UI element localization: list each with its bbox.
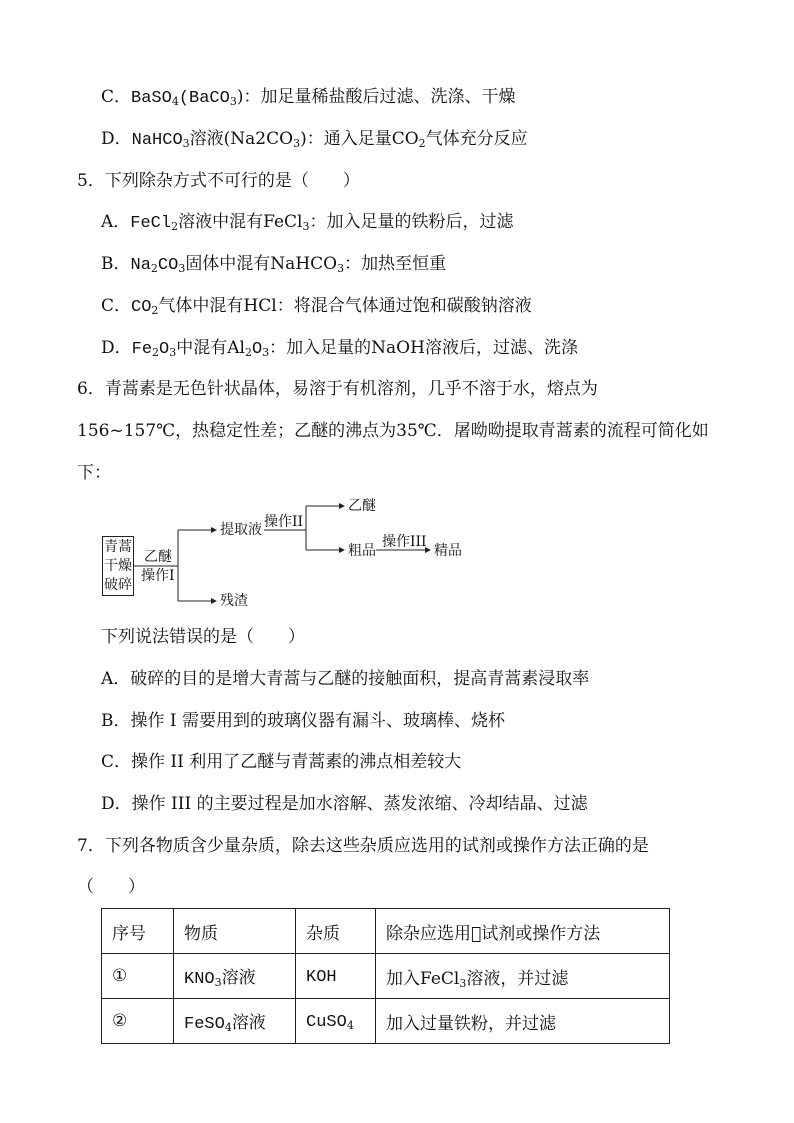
q6-option-b: B．操作 I 需要用到的玻璃仪器有漏斗、玻璃棒、烧杯 — [101, 711, 506, 731]
op3-label: 操作III — [382, 534, 427, 550]
row-method: 加入过量铁粉，并过滤 — [376, 999, 670, 1044]
q5-option-a: A．FeCl$_2$溶液中混有FeCl$_3$：加入足量的铁粉后，过滤 — [101, 212, 514, 233]
residue-label: 残渣 — [220, 593, 248, 609]
header-substance: 物质 — [174, 909, 296, 954]
q5-option-d: D．$Fe_2O_3$中混有$Al_2O_3$：加入足量的NaOH溶液后，过滤、洗涤 — [101, 338, 578, 359]
crude-label: 粗品 — [348, 543, 376, 559]
fine-label: 精品 — [434, 543, 462, 559]
q7-paren: （ ） — [77, 877, 145, 897]
q5-option-b: B．$Na_2CO_3$固体中混有NaHCO$_3$：加热至恒重 — [101, 254, 447, 275]
start-box: 青蒿 干燥 破碎 — [102, 536, 134, 596]
row-no: ① — [102, 954, 174, 999]
q5-stem: 5．下列除杂方式不可行的是（ ） — [77, 171, 360, 191]
q5-option-c: C．$CO_2$气体中混有HCl：将混合气体通过饱和碳酸钠溶液 — [101, 296, 532, 317]
row-impurity: CuSO$_4$ — [296, 999, 376, 1044]
row-method: 加入FeCl$_3$溶液，并过滤 — [376, 954, 670, 999]
header-impurity: 杂质 — [296, 909, 376, 954]
header-no: 序号 — [102, 909, 174, 954]
op1-label: 操作I — [141, 568, 175, 584]
table-header-row — [102, 909, 670, 954]
q6-stem-line1: 6．青蒿素是无色针状晶体，易溶于有机溶剂，几乎不溶于水，熔点为 — [77, 379, 598, 399]
row-substance: FeSO$_4$溶液 — [174, 999, 296, 1044]
q6-stem-line3: 下： — [77, 463, 111, 483]
q6-option-d: D．操作 III 的主要过程是加水溶解、蒸发浓缩、冷却结晶、过滤 — [101, 794, 588, 814]
table-row — [102, 954, 670, 999]
q7-table — [101, 908, 670, 1044]
row-substance: $KNO_3$溶液 — [174, 954, 296, 999]
header-method: 除杂应选用￿试剂或操作方法 — [376, 909, 670, 954]
q6-option-a: A．破碎的目的是增大青蒿与乙醚的接触面积，提高青蒿素浸取率 — [101, 669, 590, 689]
table-row — [102, 999, 670, 1044]
q6-stem-line2: 156~157℃，热稳定性差；乙醚的沸点为35℃．屠呦呦提取青蒿素的流程可简化如 — [77, 421, 709, 441]
extract-label: 提取液 — [220, 522, 262, 538]
row-impurity: KOH — [296, 954, 376, 999]
q6-option-c: C．操作 II 利用了乙醚与青蒿素的沸点相差较大 — [101, 752, 462, 772]
q4-option-d: D．NaHCO$_3$溶液$(Na2CO_3)$：通入足量$CO_2$气体充分反应 — [101, 129, 528, 150]
reagent-label: 乙醚 — [144, 549, 172, 565]
ether-label: 乙醚 — [348, 498, 376, 514]
flow-diagram — [96, 488, 476, 618]
q7-stem: 7．下列各物质含少量杂质，除去这些杂质应选用的试剂或操作方法正确的是 — [77, 836, 649, 856]
q4-option-c: C．BaSO$_4$(BaCO$_3$)：加足量稀盐酸后过滤、洗涤、干燥 — [101, 87, 516, 108]
row-no: ② — [102, 999, 174, 1044]
q6-question: 下列说法错误的是（ ） — [101, 627, 305, 647]
op2-label: 操作II — [264, 514, 304, 530]
